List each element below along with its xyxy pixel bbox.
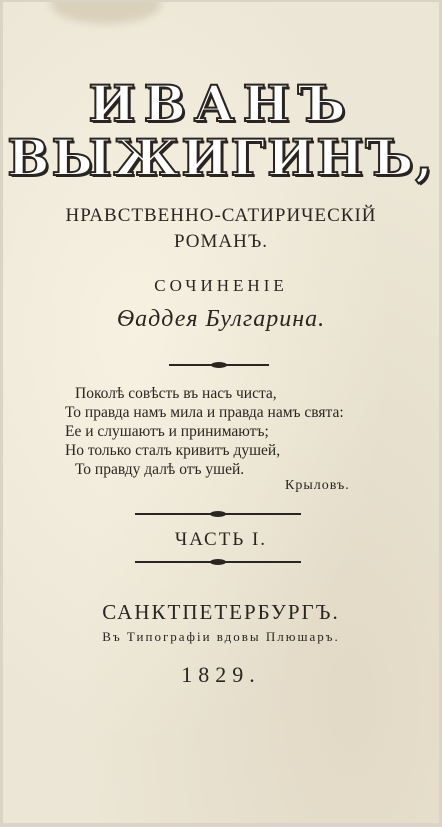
paper-stain xyxy=(51,2,161,24)
divider-rule-2 xyxy=(135,513,301,515)
title-line-1: ИВАНЪ xyxy=(88,74,354,133)
epigraph-attribution: Крыловъ. xyxy=(285,478,350,493)
subtitle-line-2: РОМАНЪ. xyxy=(173,231,269,252)
epigraph-line: Но только сталъ кривитъ душей, xyxy=(65,442,281,459)
subtitle-line-1: НРАВСТВЕННО-САТИРИЧЕСКІЙ xyxy=(65,205,377,226)
title-line-2: ВЫЖИГИНЪ, xyxy=(7,128,435,187)
divider-rule-1 xyxy=(169,364,269,366)
composition-label: СОЧИНЕНІЕ xyxy=(154,276,288,295)
author-name: Ѳаддея Булгарина. xyxy=(116,306,326,332)
imprint-year: 1829. xyxy=(181,662,261,687)
title-page xyxy=(3,2,439,823)
epigraph-line: Поколѣ совѣсть въ насъ чиста, xyxy=(75,385,277,402)
divider-rule-3 xyxy=(135,561,301,563)
epigraph-line: То правда намъ мила и правда намъ свята: xyxy=(65,404,344,421)
epigraph xyxy=(65,384,344,479)
imprint-city: САНКТПЕТЕРБУРГЪ. xyxy=(102,600,340,624)
epigraph-line: Ее и слушаютъ и принимаютъ; xyxy=(65,423,269,440)
epigraph-line: То правду далѣ отъ ушей. xyxy=(75,461,245,478)
imprint-printer: Въ Типографіи вдовы Плюшаръ. xyxy=(102,629,340,644)
part-number: ЧАСТЬ I. xyxy=(174,529,268,550)
